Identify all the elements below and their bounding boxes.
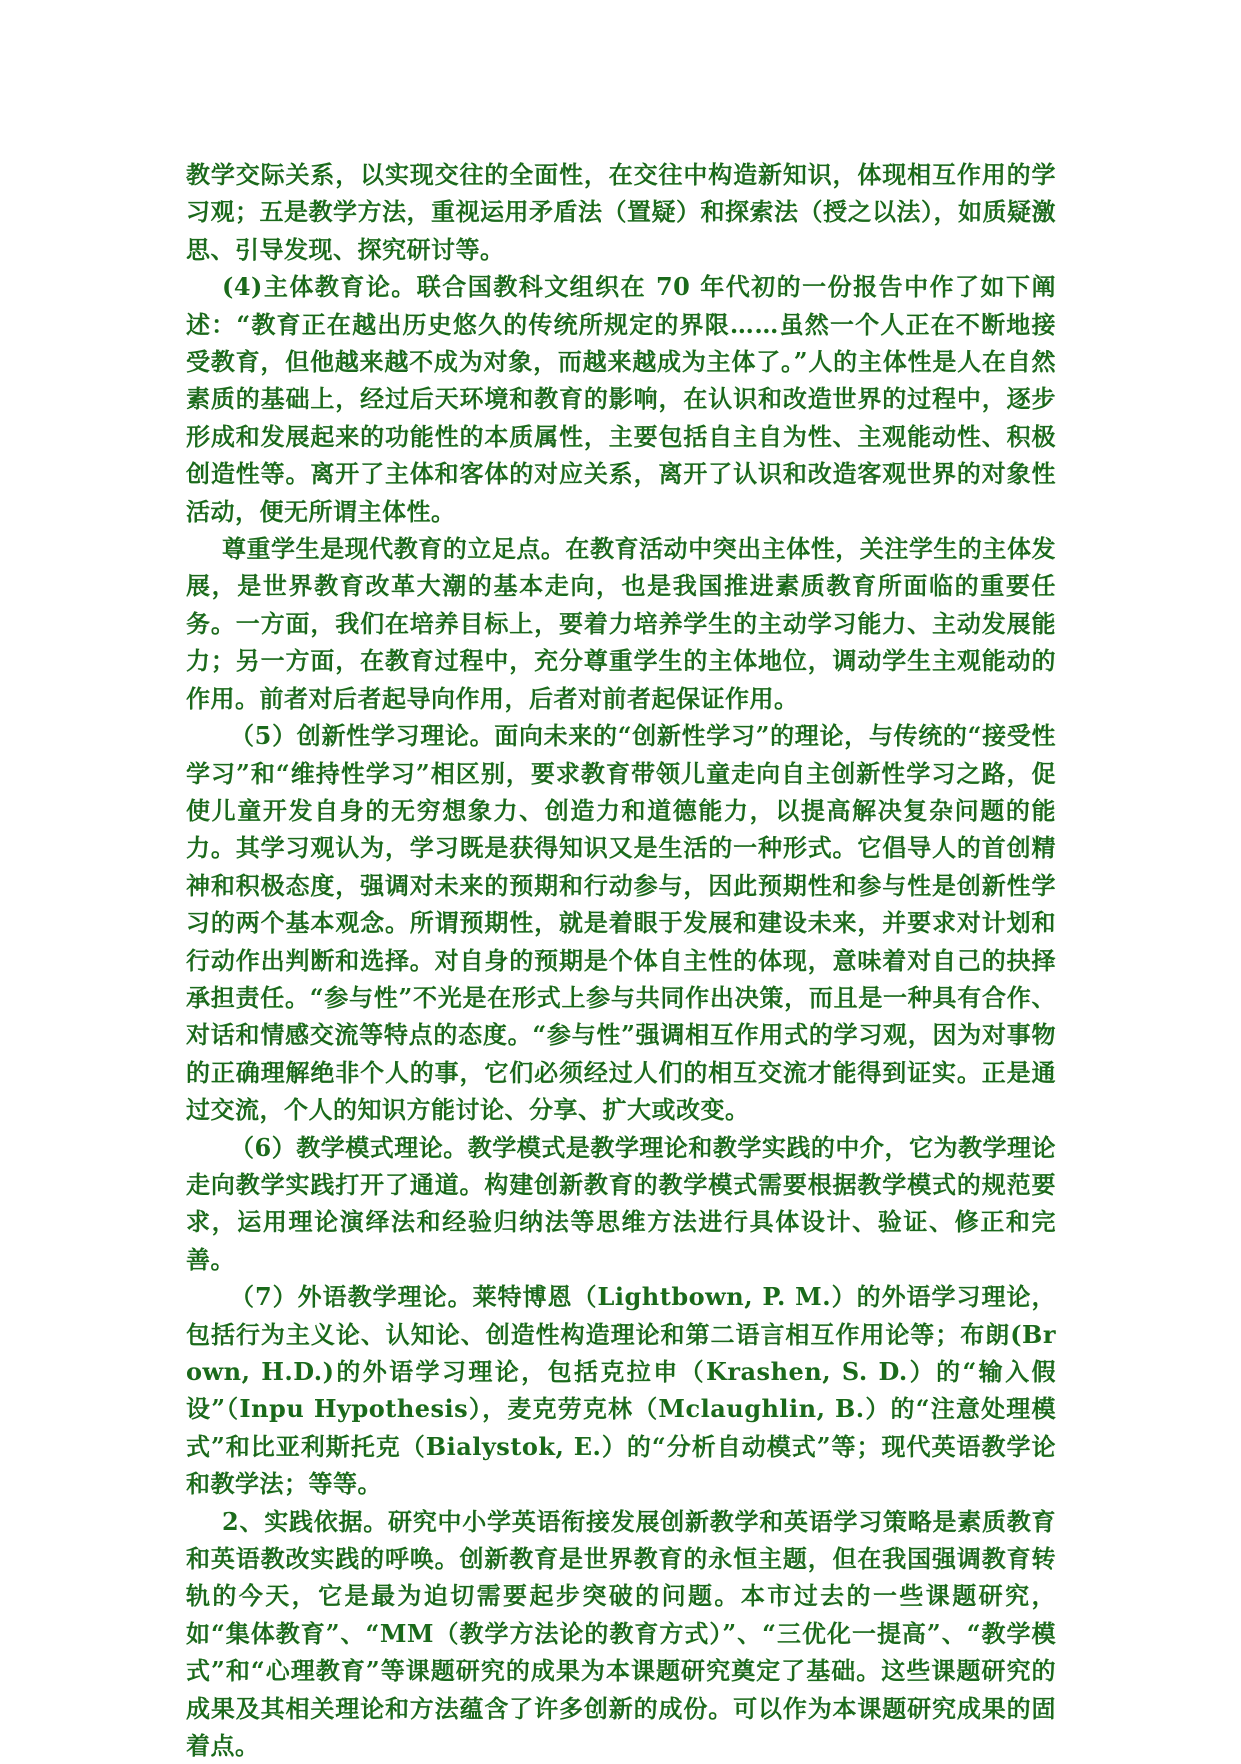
paragraph-innovative-learning-theory: （5）创新性学习理论。面向未来的“创新性学习”的理论，与传统的“接受性学习”和“维持性学习”相区别，要求教育带领儿童走向自主创新性学习之路，促使儿童开发自身的无穷想象力、创造力和道德能力，以提高解决复杂问题的能力。其学习观认为，学习既是获得知识又是生活的一种形式。它倡导人的首创精神和积极态度，强调对未来的预期和行动参与，因此预期性和参与性是创新性学习的两个基本观念。所谓预期性，就是着眼于发展和建设未来，并要求对计划和行动作出判断和选择。对自身的预期是个体自主性的体现，意味着对自己的抉择承担责任。“参与性”不光是在形式上参与共同作出决策，而且是一种具有合作、对话和情感交流等特点的态度。“参与性”强调相互作用式的学习观，因为对事物的正确理解绝非个人的事，它们必须经过人们的相互交流才能得到证实。正是通过交流，个人的知识方能讨论、分享、扩大或改变。 — [186, 721, 1056, 1125]
paragraph-practical-basis: 2、实践依据。研究中小学英语衔接发展创新教学和英语学习策略是素质教育和英语教改实践的呼唤。创新教育是世界教育的永恒主题，但在我国强调教育转轨的今天，它是最为迫切需要起步突破的问题。本市过去的一些课题研究，如“集体教育”、“MM（教学方法论的教育方式）”、“三优化一提高”、“教学模式”和“心理教育”等课题研究的成果为本课题研究奠定了基础。这些课题研究的成果及其相关理论和方法蕴含了许多创新的成份。可以作为本课题研究成果的固着点。 — [186, 1506, 1056, 1761]
paragraph-respect-students: 尊重学生是现代教育的立足点。在教育活动中突出主体性，关注学生的主体发展，是世界教育改革大潮的基本走向，也是我国推进素质教育所面临的重要任务。一方面，我们在培养目标上，要着力培养学生的主动学习能力、主动发展能力；另一方面，在教育过程中，充分尊重学生的主体地位，调动学生主观能动的作用。前者对后者起导向作用，后者对前者起保证作用。 — [186, 534, 1056, 713]
paragraph-teaching-methods-continuation: 教学交际关系，以实现交往的全面性，在交往中构造新知识，体现相互作用的学习观；五是教学方法，重视运用矛盾法（置疑）和探索法（授之以法），如质疑激思、引导发现、探究研讨等。 — [186, 160, 1056, 264]
paragraph-teaching-model-theory: （6）教学模式理论。教学模式是教学理论和教学实践的中介，它为教学理论走向教学实践打开了通道。构建创新教育的教学模式需要根据教学模式的规范要求，运用理论演绎法和经验归纳法等思维方法进行具体设计、验证、修正和完善。 — [186, 1132, 1056, 1274]
paragraph-subject-education-theory: (4)主体教育论。联合国教科文组织在 70 年代初的一份报告中作了如下阐述：“教育正在越出历史悠久的传统所规定的界限……虽然一个人正在不断地接受教育，但他越来越不成为对象，而越来越成为主体了。”人的主体性是人在自然素质的基础上，经过后天环境和教育的影响，在认识和改造世界的过程中，逐步形成和发展起来的功能性的本质属性，主要包括自主自为性、主观能动性、积极创造性等。离开了主体和客体的对应关系，离开了认识和改造客观世界的对象性活动，便无所谓主体性。 — [186, 272, 1056, 526]
paragraph-foreign-language-teaching-theory: （7）外语教学理论。莱特博恩（Lightbown, P. M.）的外语学习理论，包括行为主义论、认知论、创造性构造理论和第二语言相互作用论等；布朗(Brown, H.D.)的外语学习理论，包括克拉申（Krashen, S. D.）的“输入假设”（Inpu Hypothesis），麦克劳克林（Mclaughlin, B.）的“注意处理模式”和比亚利斯托克（Bialystok, E.）的“分析自动模式”等；现代英语教学论和教学法；等等。 — [186, 1282, 1056, 1499]
document-body — [186, 156, 1056, 1764]
